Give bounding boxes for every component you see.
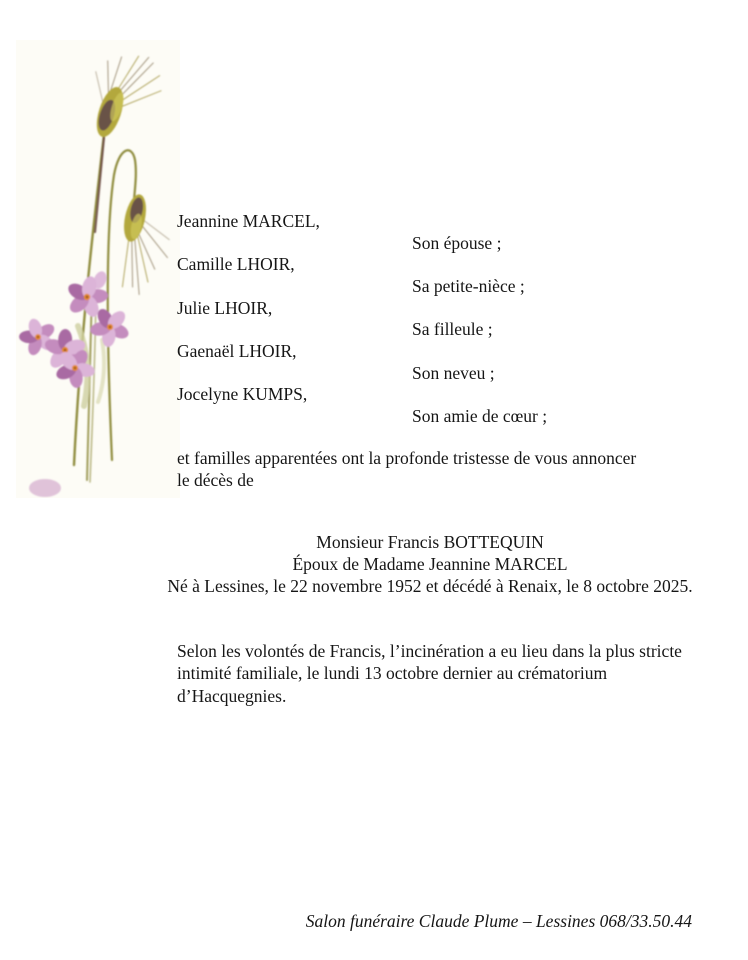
relative-name: Jocelyne KUMPS,: [177, 384, 308, 405]
cremation-line: intimité familiale, le lundi 13 octobre dernier au crématorium: [177, 663, 608, 684]
cremation-line: Selon les volontés de Francis, l’incinération a eu lieu dans la plus stricte: [177, 641, 682, 661]
flower-cluster: [16, 269, 139, 497]
intro-line: et familles apparentées ont la profonde tristesse de vous annoncer: [177, 448, 637, 468]
intro-line: le décès de: [177, 470, 254, 491]
deceased-birth-death-line: Né à Lessines, le 22 novembre 1952 et décédé à Renaix, le 8 octobre 2025.: [167, 575, 693, 596]
wheat-and-flowers-svg: [16, 40, 180, 498]
funeral-home-footer: [0, 911, 692, 932]
cremation-paragraph: [177, 640, 682, 707]
deceased-spouse-line: Époux de Madame Jeannine MARCEL: [292, 553, 568, 574]
relative-name: Gaenaël LHOIR,: [177, 340, 297, 361]
funeral-home-line: Salon funéraire Claude Plume – Lessines 068/33.50.44: [305, 911, 692, 931]
deceased-block: [152, 532, 708, 597]
relative-name: Camille LHOIR,: [177, 254, 295, 275]
watercolor-flowers-illustration: [16, 40, 180, 498]
relative-relation: Son neveu ;: [412, 362, 495, 383]
wheat-ear-lower: [110, 192, 179, 298]
announcement-intro: [177, 447, 636, 491]
relative-name: Jeannine MARCEL,: [177, 211, 320, 231]
relative-name: Julie LHOIR,: [177, 297, 273, 318]
relatives-list: [177, 211, 547, 428]
cremation-line: d’Hacquegnies.: [177, 685, 287, 706]
relative-relation: Son amie de cœur ;: [412, 405, 548, 426]
relative-relation: Sa petite-nièce ;: [412, 275, 525, 296]
wheat-ear-upper: [77, 43, 169, 150]
relative-relation: Sa filleule ;: [412, 319, 493, 340]
deceased-name-line: Monsieur Francis BOTTEQUIN: [316, 532, 544, 552]
relative-relation: Son épouse ;: [412, 232, 502, 253]
